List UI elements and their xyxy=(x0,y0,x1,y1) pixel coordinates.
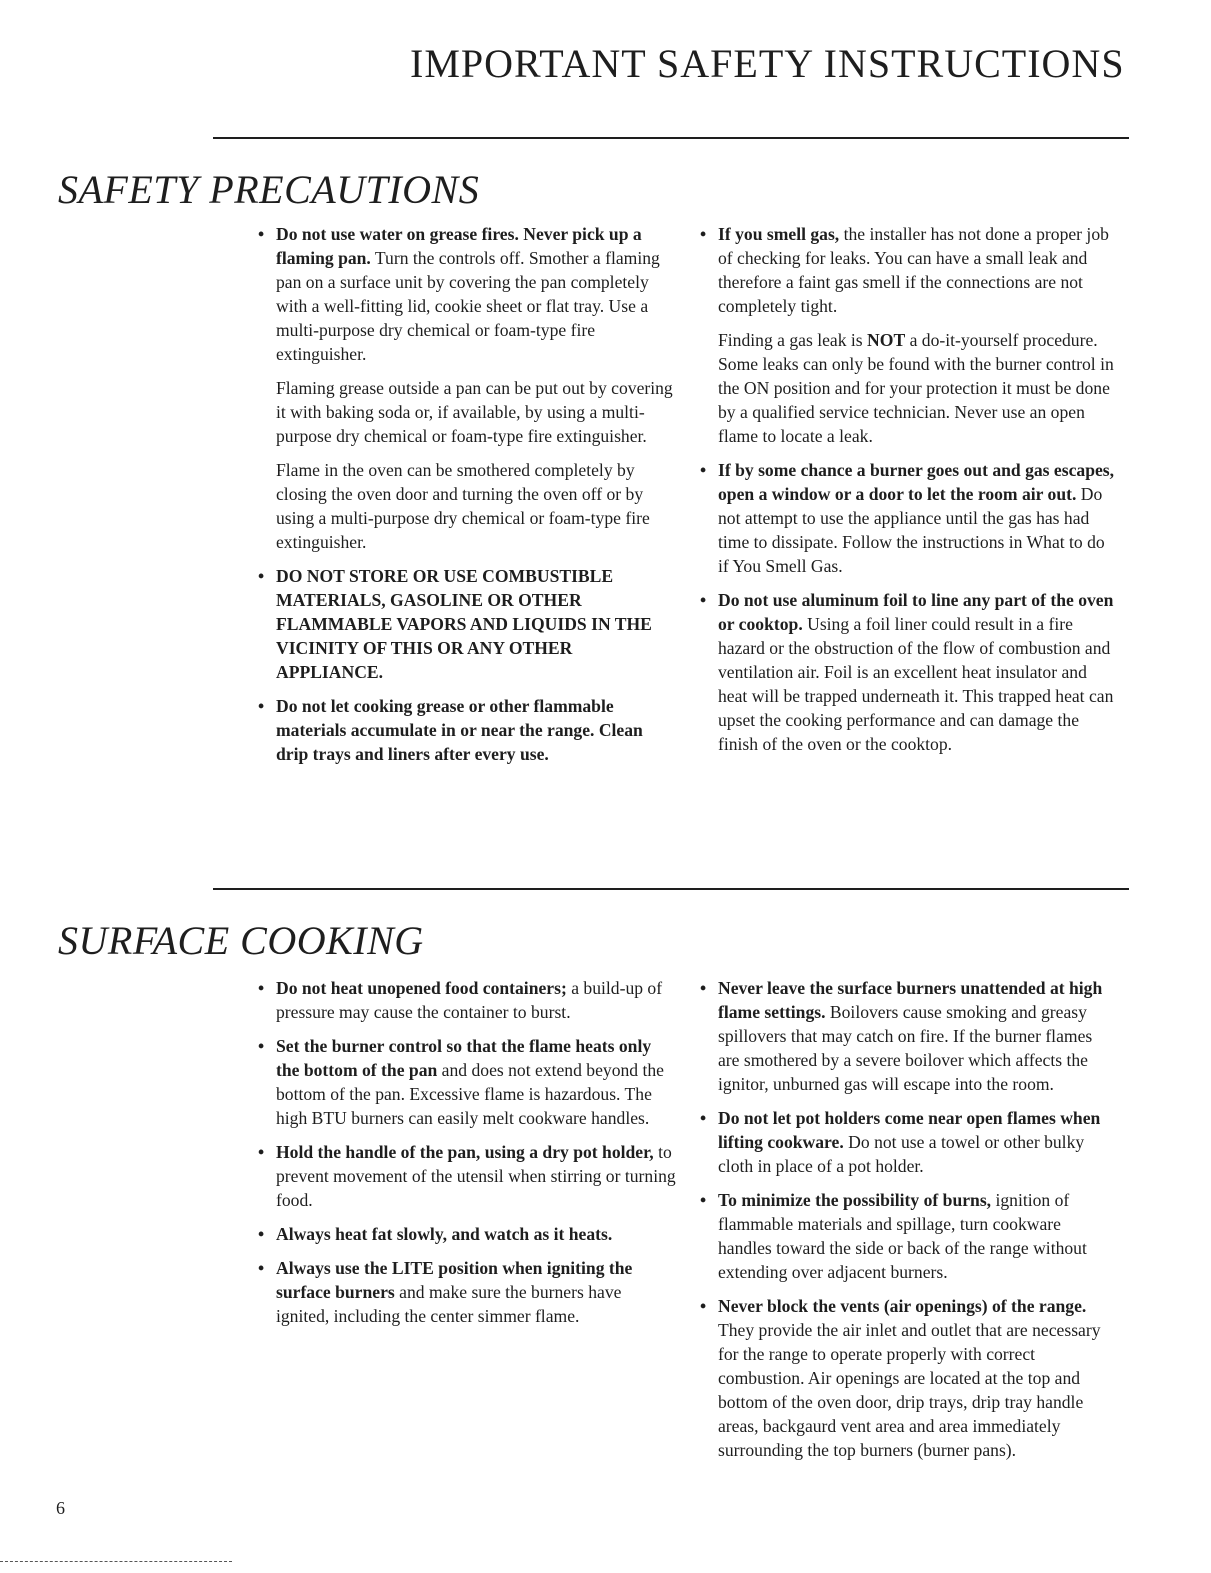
warning-text: Do not attempt to use the appliance until the gas has had time to dissipate. Follow the instructions in What to do if You Smell Gas. xyxy=(718,484,1105,576)
list-item xyxy=(258,564,676,684)
warning-text: Using a foil liner could result in a fire hazard or the obstruction of the flow of combustion and ventilation air. Foil is an excellent heat insulator and heat will be trapped underneath it. This trapped heat can upset the cooking performance and can damage the finish of the oven or the cooktop. xyxy=(718,614,1114,754)
warning-bold: Do not let pot holders come near open flames when lifting cookware. xyxy=(718,1108,1101,1152)
list-item xyxy=(700,1188,1118,1284)
paragraph-text: Flaming grease outside a pan can be put out by covering it with baking soda or, if available, by using a multi-purpose dry chemical or foam-type fire extinguisher. xyxy=(276,378,673,446)
warning-bold: Hold the handle of the pan, using a dry pot holder, xyxy=(276,1142,654,1162)
warning-bold: Always heat fat slowly, and watch as it heats. xyxy=(276,1224,613,1244)
warning-bold: Never leave the surface burners unattended at high flame settings. xyxy=(718,978,1103,1022)
warning-text: a build-up of pressure may cause the container to burst. xyxy=(276,978,663,1022)
warning-bold: Always use the LITE position when igniting the surface burners xyxy=(276,1258,633,1302)
warning-bold: If by some chance a burner goes out and gas escapes, open a window or a door to let the room air out. xyxy=(718,460,1115,504)
list-item xyxy=(258,1222,676,1246)
warning-bold: Set the burner control so that the flame heats only the bottom of the pan xyxy=(276,1036,652,1080)
warning-text: ignition of flammable materials and spillage, turn cookware handles toward the side or back of the range without extending over adjacent burners. xyxy=(718,1190,1087,1282)
section-divider xyxy=(213,137,1129,139)
list-item xyxy=(700,458,1118,578)
page-number: 6 xyxy=(56,1498,65,1518)
list-item-paragraph xyxy=(700,328,1118,448)
list-item xyxy=(700,588,1118,756)
list-item-paragraph xyxy=(258,376,676,448)
section-heading-surface-cooking: SURFACE COOKING xyxy=(58,918,424,963)
warning-bold: DO NOT STORE OR USE COMBUSTIBLE MATERIALS, GASOLINE OR OTHER FLAMMABLE VAPORS AND LIQUIDS IN THE VICINITY OF THIS OR ANY OTHER APPLIANCE. xyxy=(276,566,652,682)
safety-left-column xyxy=(258,222,676,776)
warning-bold: Do not heat unopened food containers; xyxy=(276,978,567,998)
warning-bold: Do not let cooking grease or other flammable materials accumulate in or near the range. Clean drip trays and liners after every use. xyxy=(276,696,643,764)
footer-divider xyxy=(0,1561,232,1562)
warning-text: the installer has not done a proper job of checking for leaks. You can have a small leak and therefore a faint gas smell if the connections are not completely tight. xyxy=(718,224,1109,316)
list-item xyxy=(258,694,676,766)
paragraph-text: Finding a gas leak is NOT a do-it-yourself procedure. Some leaks can only be found with the burner control in the ON position and for your protection it must be done by a qualified service technician. Never use an open flame to locate a leak. xyxy=(718,330,1114,446)
list-item xyxy=(258,222,676,366)
list-item xyxy=(700,1294,1118,1462)
warning-text: Turn the controls off. Smother a flaming pan on a surface unit by covering the pan completely with a well-fitting lid, cookie sheet or flat tray. Use a multi-purpose dry chemical or foam-type fire extinguisher. xyxy=(276,248,660,364)
warning-text: Do not use a towel or other bulky cloth in place of a pot holder. xyxy=(718,1132,1085,1176)
paragraph-text: Flame in the oven can be smothered completely by closing the oven door and turning the oven off or by using a multi-purpose dry chemical or foam-type fire extinguisher. xyxy=(276,460,650,552)
warning-text: They provide the air inlet and outlet that are necessary for the range to operate properly with correct combustion. Air openings are located at the top and bottom of the oven door, drip trays, drip tray handle areas, backgaurd vent area and area immediately surrounding the top burners (burner pans). xyxy=(718,1320,1101,1460)
safety-right-column xyxy=(700,222,1118,766)
list-item-paragraph xyxy=(258,458,676,554)
list-item xyxy=(258,1034,676,1130)
surface-right-column xyxy=(700,976,1118,1472)
warning-text: to prevent movement of the utensil when stirring or turning food. xyxy=(276,1142,676,1210)
warning-bold: To minimize the possibility of burns, xyxy=(718,1190,992,1210)
warning-bold: If you smell gas, xyxy=(718,224,840,244)
list-item xyxy=(700,976,1118,1096)
warning-text: and make sure the burners have ignited, including the center simmer flame. xyxy=(276,1282,622,1326)
section-heading-safety-precautions: SAFETY PRECAUTIONS xyxy=(58,167,480,212)
surface-left-column xyxy=(258,976,676,1338)
list-item xyxy=(700,1106,1118,1178)
warning-text: Boilovers cause smoking and greasy spillovers that may catch on fire. If the burner flames are smothered by a severe boilover which affects the ignitor, unburned gas will escape into the room. xyxy=(718,1002,1093,1094)
list-item xyxy=(700,222,1118,318)
list-item xyxy=(258,1140,676,1212)
warning-text: and does not extend beyond the bottom of the pan. Excessive flame is hazardous. The high BTU burners can easily melt cookware handles. xyxy=(276,1060,664,1128)
page-title: IMPORTANT SAFETY INSTRUCTIONS xyxy=(410,41,1125,86)
section-divider xyxy=(213,888,1129,890)
warning-bold: Never block the vents (air openings) of the range. xyxy=(718,1296,1087,1316)
warning-bold: Do not use water on grease fires. Never pick up a flaming pan. xyxy=(276,224,642,268)
warning-bold: Do not use aluminum foil to line any part of the oven or cooktop. xyxy=(718,590,1114,634)
list-item xyxy=(258,1256,676,1328)
list-item xyxy=(258,976,676,1024)
